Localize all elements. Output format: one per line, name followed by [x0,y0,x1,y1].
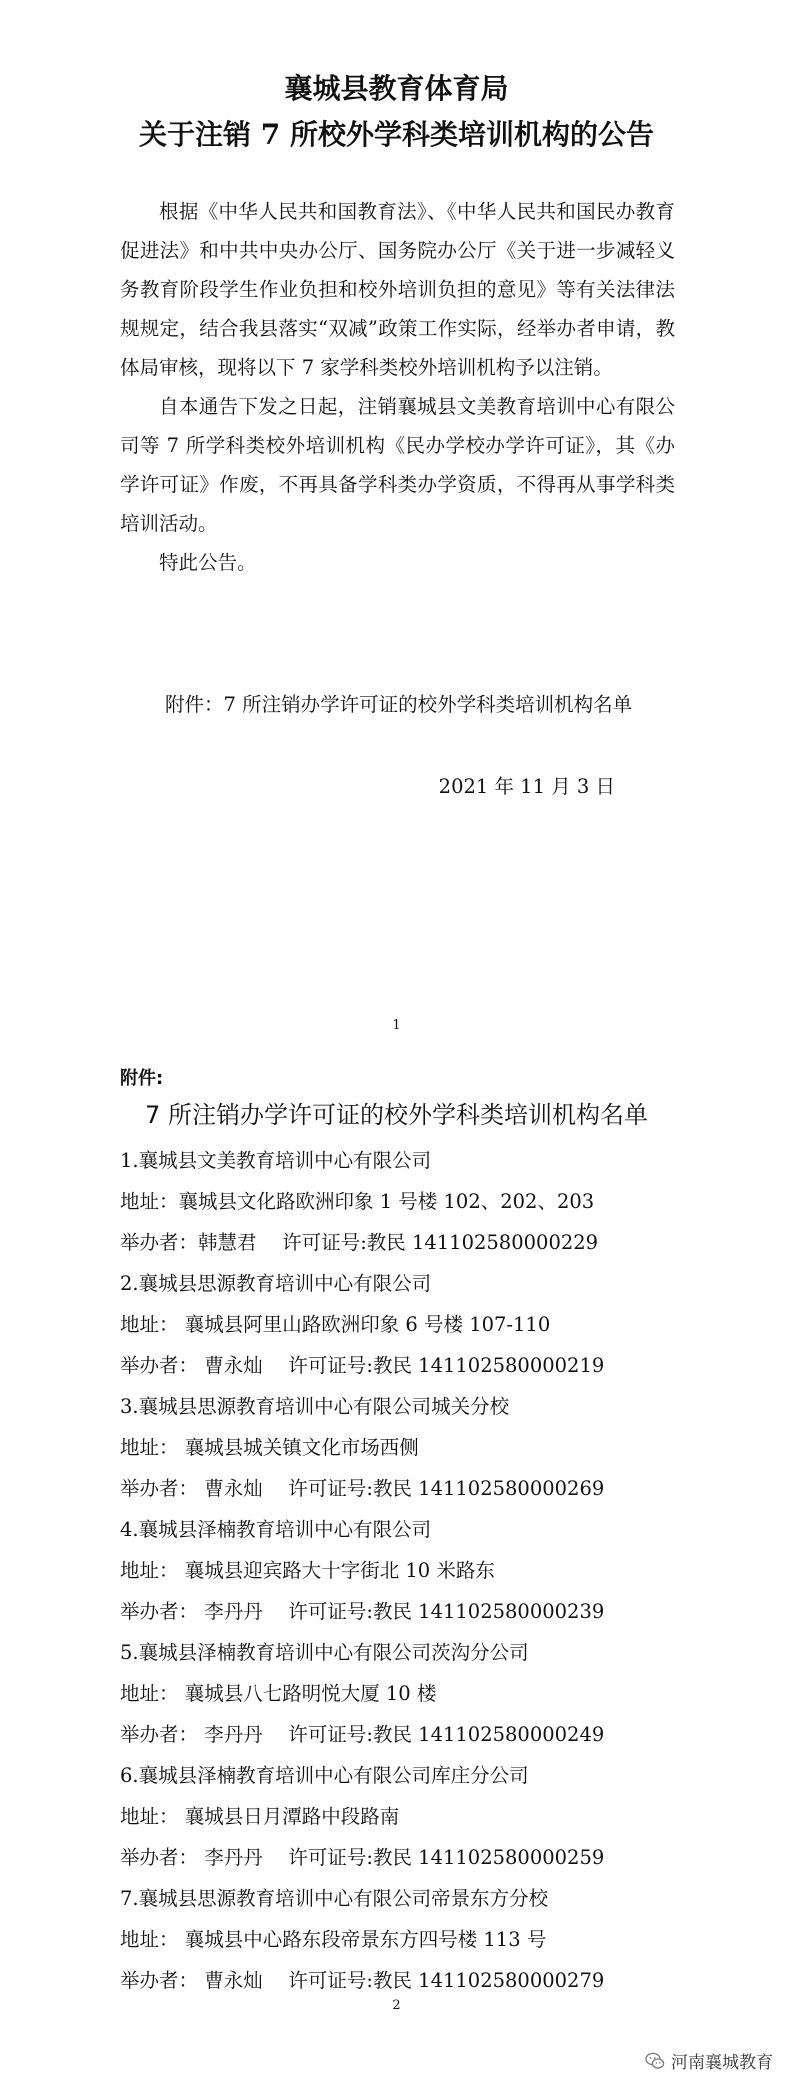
organization-item [120,1263,740,1386]
page-number: 2 [392,1998,401,2013]
organization-holder: 举办者： 李丹丹 许可证号:教民 141102580000249 [120,1723,605,1746]
wechat-watermark [645,2048,773,2073]
watermark-text: 河南襄城教育 [671,2053,773,2073]
organization-address: 地址： 襄城县中心路东段帝景东方四号楼 113 号 [120,1928,547,1951]
notice-body [120,192,675,582]
organization-item [120,1878,740,2001]
organization-address: 地址： 襄城县八七路明悦大厦 10 楼 [120,1682,437,1705]
organization-name: 7.襄城县思源教育培训中心有限公司帝景东方分校 [120,1887,549,1910]
organization-name: 5.襄城县泽楠教育培训中心有限公司茨沟分公司 [120,1641,529,1664]
organization-name: 3.襄城县思源教育培训中心有限公司城关分校 [120,1395,510,1418]
organization-item [120,1386,740,1509]
organization-address: 地址： 襄城县日月潭路中段路南 [120,1805,400,1828]
organization-address: 地址： 襄城县迎宾路大十字街北 10 米路东 [120,1559,495,1582]
organization-address: 地址：襄城县文化路欧洲印象 1 号楼 102、202、203 [120,1190,595,1213]
organization-holder: 举办者： 曹永灿 许可证号:教民 141102580000279 [120,1969,605,1992]
organization-holder: 举办者：韩慧君 许可证号:教民 141102580000229 [120,1231,599,1254]
annex-title: 7 所注销办学许可证的校外学科类培训机构名单 [145,1101,648,1129]
organization-item [120,1509,740,1632]
notice-paragraph: 自本通告下发之日起，注销襄城县文美教育培训中心有限公司等 7 所学科类校外培训机构《民办学校办学许可证》，其《办学许可证》作废，不再具备学科类办学资质，不得再从事学科类培训活动。 [120,395,675,535]
organization-item [120,1755,740,1878]
organization-holder: 举办者： 曹永灿 许可证号:教民 141102580000219 [120,1354,605,1377]
notice-title [0,66,793,158]
notice-title-line-2: 关于注销 7 所校外学科类培训机构的公告 [139,118,654,151]
wechat-icon [645,2051,665,2071]
notice-title-line-1: 襄城县教育体育局 [284,72,509,105]
notice-paragraph: 根据《中华人民共和国教育法》、《中华人民共和国民办教育促进法》和中共中央办公厅、国务院办公厅《关于进一步减轻义务教育阶段学生作业负担和校外培训负担的意见》等有关法律法规规定，结合我县落实“双减”政策工作实际，经举办者申请，教体局审核，现将以下 7 家学科类校外培训机构予以注销。 [120,200,675,379]
organization-name: 2.襄城县思源教育培训中心有限公司 [120,1272,432,1295]
organization-name: 6.襄城县泽楠教育培训中心有限公司库庄分公司 [120,1764,529,1787]
organization-name: 1.襄城县文美教育培训中心有限公司 [120,1149,432,1172]
organization-item [120,1632,740,1755]
organization-holder: 举办者： 李丹丹 许可证号:教民 141102580000259 [120,1846,605,1869]
organization-address: 地址： 襄城县城关镇文化市场西侧 [120,1436,419,1459]
organization-holder: 举办者： 李丹丹 许可证号:教民 141102580000239 [120,1600,605,1623]
organization-item [120,1140,740,1263]
page-number: 1 [392,1018,401,1033]
organization-list [120,1140,740,2001]
organization-holder: 举办者： 曹永灿 许可证号:教民 141102580000269 [120,1477,605,1500]
annex-label: 附件: [120,1068,164,1089]
annex-note: 附件：7 所注销办学许可证的校外学科类培训机构名单 [165,693,633,716]
organization-address: 地址： 襄城县阿里山路欧洲印象 6 号楼 107-110 [120,1313,551,1336]
organization-name: 4.襄城县泽楠教育培训中心有限公司 [120,1518,432,1541]
issue-date: 2021 年 11 月 3 日 [438,775,615,798]
notice-closing: 特此公告。 [159,551,257,574]
